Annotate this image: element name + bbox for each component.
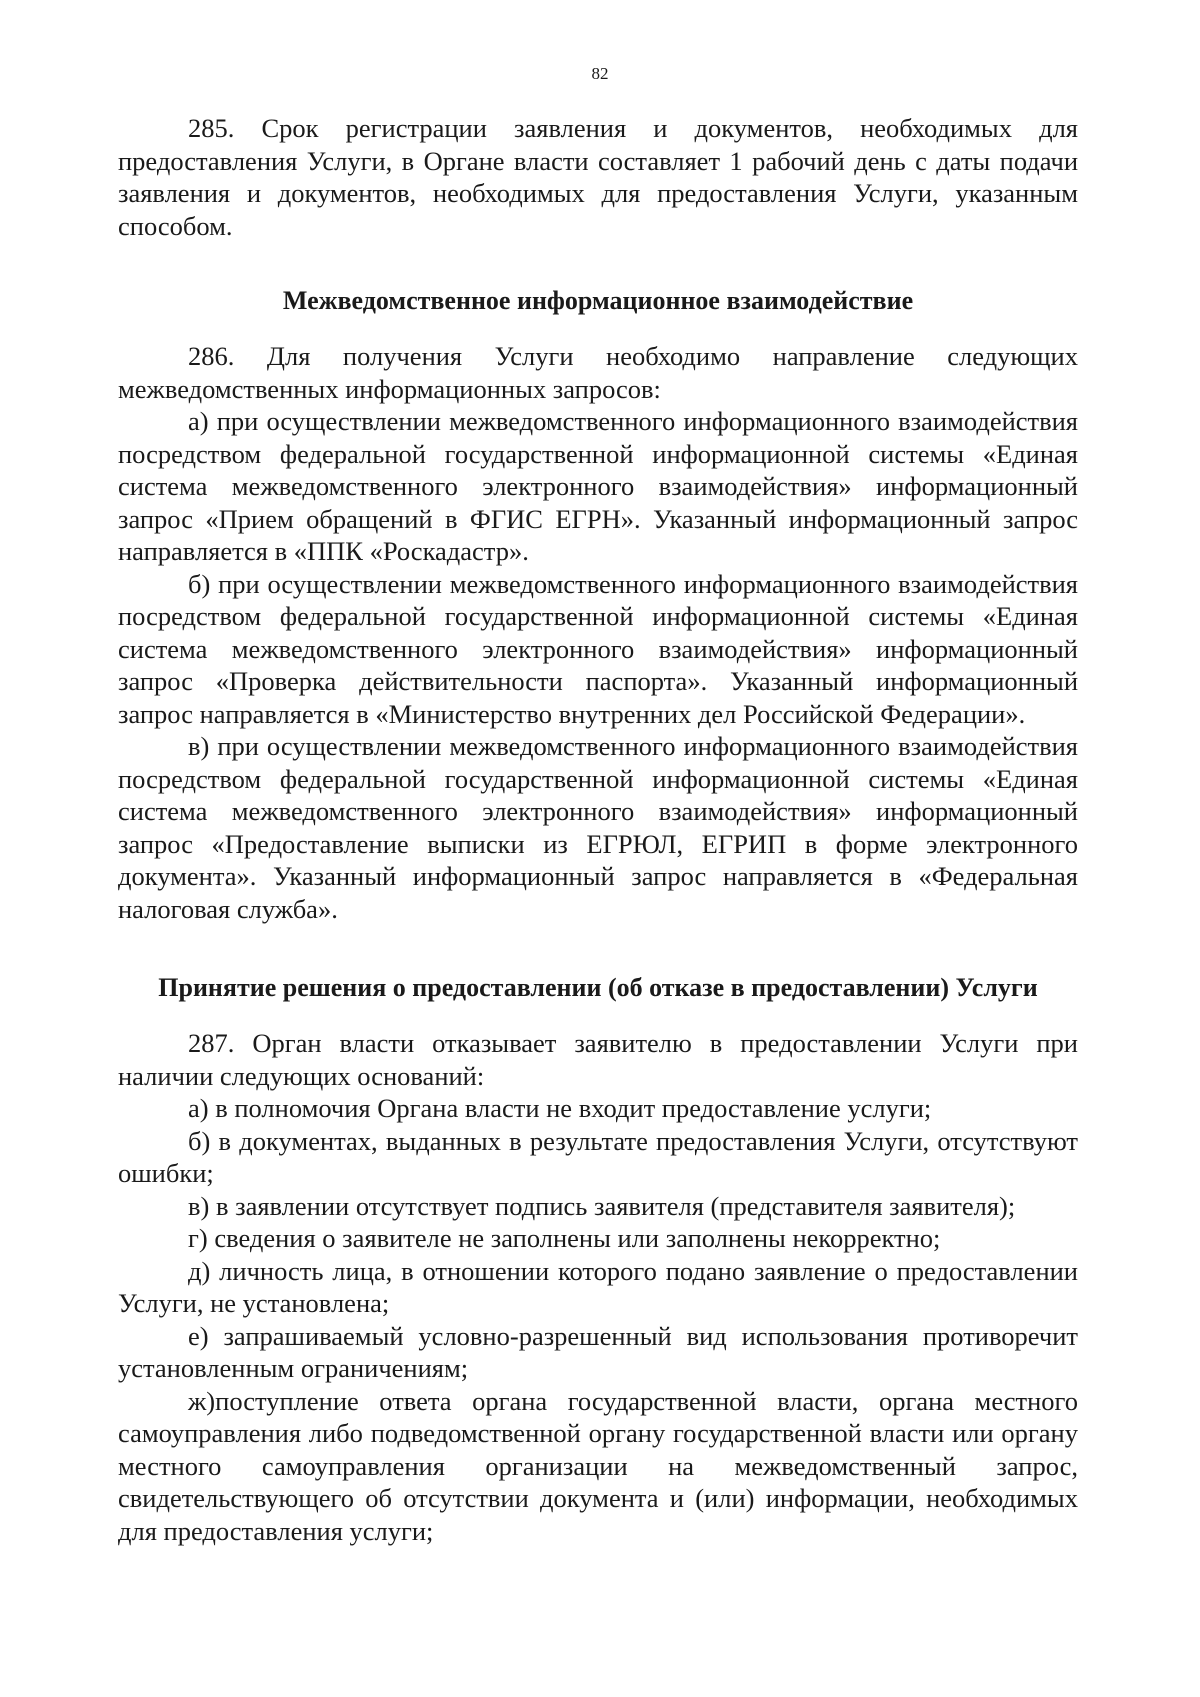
paragraph-287: 287. Орган власти отказывает заявителю в предоставлении Услуги при наличии следующих оснований: xyxy=(118,1028,1078,1091)
paragraph-287-e: е) запрашиваемый условно-разрешенный вид использования противоречит установленным ограничениям; xyxy=(118,1320,1078,1383)
paragraph-286-b: б) при осуществлении межведомственного информационного взаимодействия посредством федеральной государственной информационной системы «Единая система межведомственного электронного взаимодействия» информационный запрос «Проверка действительности паспорта». Указанный информационный запрос направляется в «Министерство внутренних дел Российской Федерации». xyxy=(118,568,1078,729)
paragraph-286-a: а) при осуществлении межведомственного информационного взаимодействия посредством федеральной государственной информационной системы «Единая система межведомственного электронного взаимодействия» информационный запрос «Прием обращений в ФГИС ЕГРН». Указанный информационный запрос направляется в «ППК «Роскадастр». xyxy=(118,406,1078,566)
paragraph-287-b: б) в документах, выданных в результате предоставления Услуги, отсутствуют ошибки; xyxy=(118,1125,1078,1188)
paragraph-287-g: г) сведения о заявителе не заполнены или заполнены некорректно; xyxy=(188,1223,941,1253)
paragraph-287-v: в) в заявлении отсутствует подпись заявителя (представителя заявителя); xyxy=(188,1190,1016,1221)
heading-interagency-interaction: Межведомственное информационное взаимодействие xyxy=(282,286,914,315)
page-number: 82 xyxy=(591,64,609,83)
paragraph-285: 285. Срок регистрации заявления и документов, необходимых для предоставления Услуги, в Органе власти составляет 1 рабочий день с даты подачи заявления и документов, необходимых для предоставления Услуги, указанным способом. xyxy=(118,113,1078,241)
paragraph-286: 286. Для получения Услуги необходимо направление следующих межведомственных информационных запросов: xyxy=(118,341,1078,404)
paragraph-287-d: д) личность лица, в отношении которого подано заявление о предоставлении Услуги, не установлена; xyxy=(118,1255,1078,1318)
heading-decision: Принятие решения о предоставлении (об отказе в предоставлении) Услуги xyxy=(158,973,1038,1002)
paragraph-286-v: в) при осуществлении межведомственного информационного взаимодействия посредством федеральной государственной информационной системы «Единая система межведомственного электронного взаимодействия» информационный запрос «Предоставление выписки из ЕГРЮЛ, ЕГРИП в форме электронного документа». Указанный информационный запрос направляется в «Федеральная налоговая служба». xyxy=(118,731,1078,924)
document-body xyxy=(118,112,1078,1547)
paragraph-287-zh: ж)поступление ответа органа государственной власти, органа местного самоуправления либо подведомственной органу государственной власти или органу местного самоуправления организации на межведомственный запрос, свидетельствующего об отсутствии документа и (или) информации, необходимых для предоставления услуги; xyxy=(118,1385,1078,1546)
paragraph-287-a: а) в полномочия Органа власти не входит предоставление услуги; xyxy=(188,1093,932,1123)
